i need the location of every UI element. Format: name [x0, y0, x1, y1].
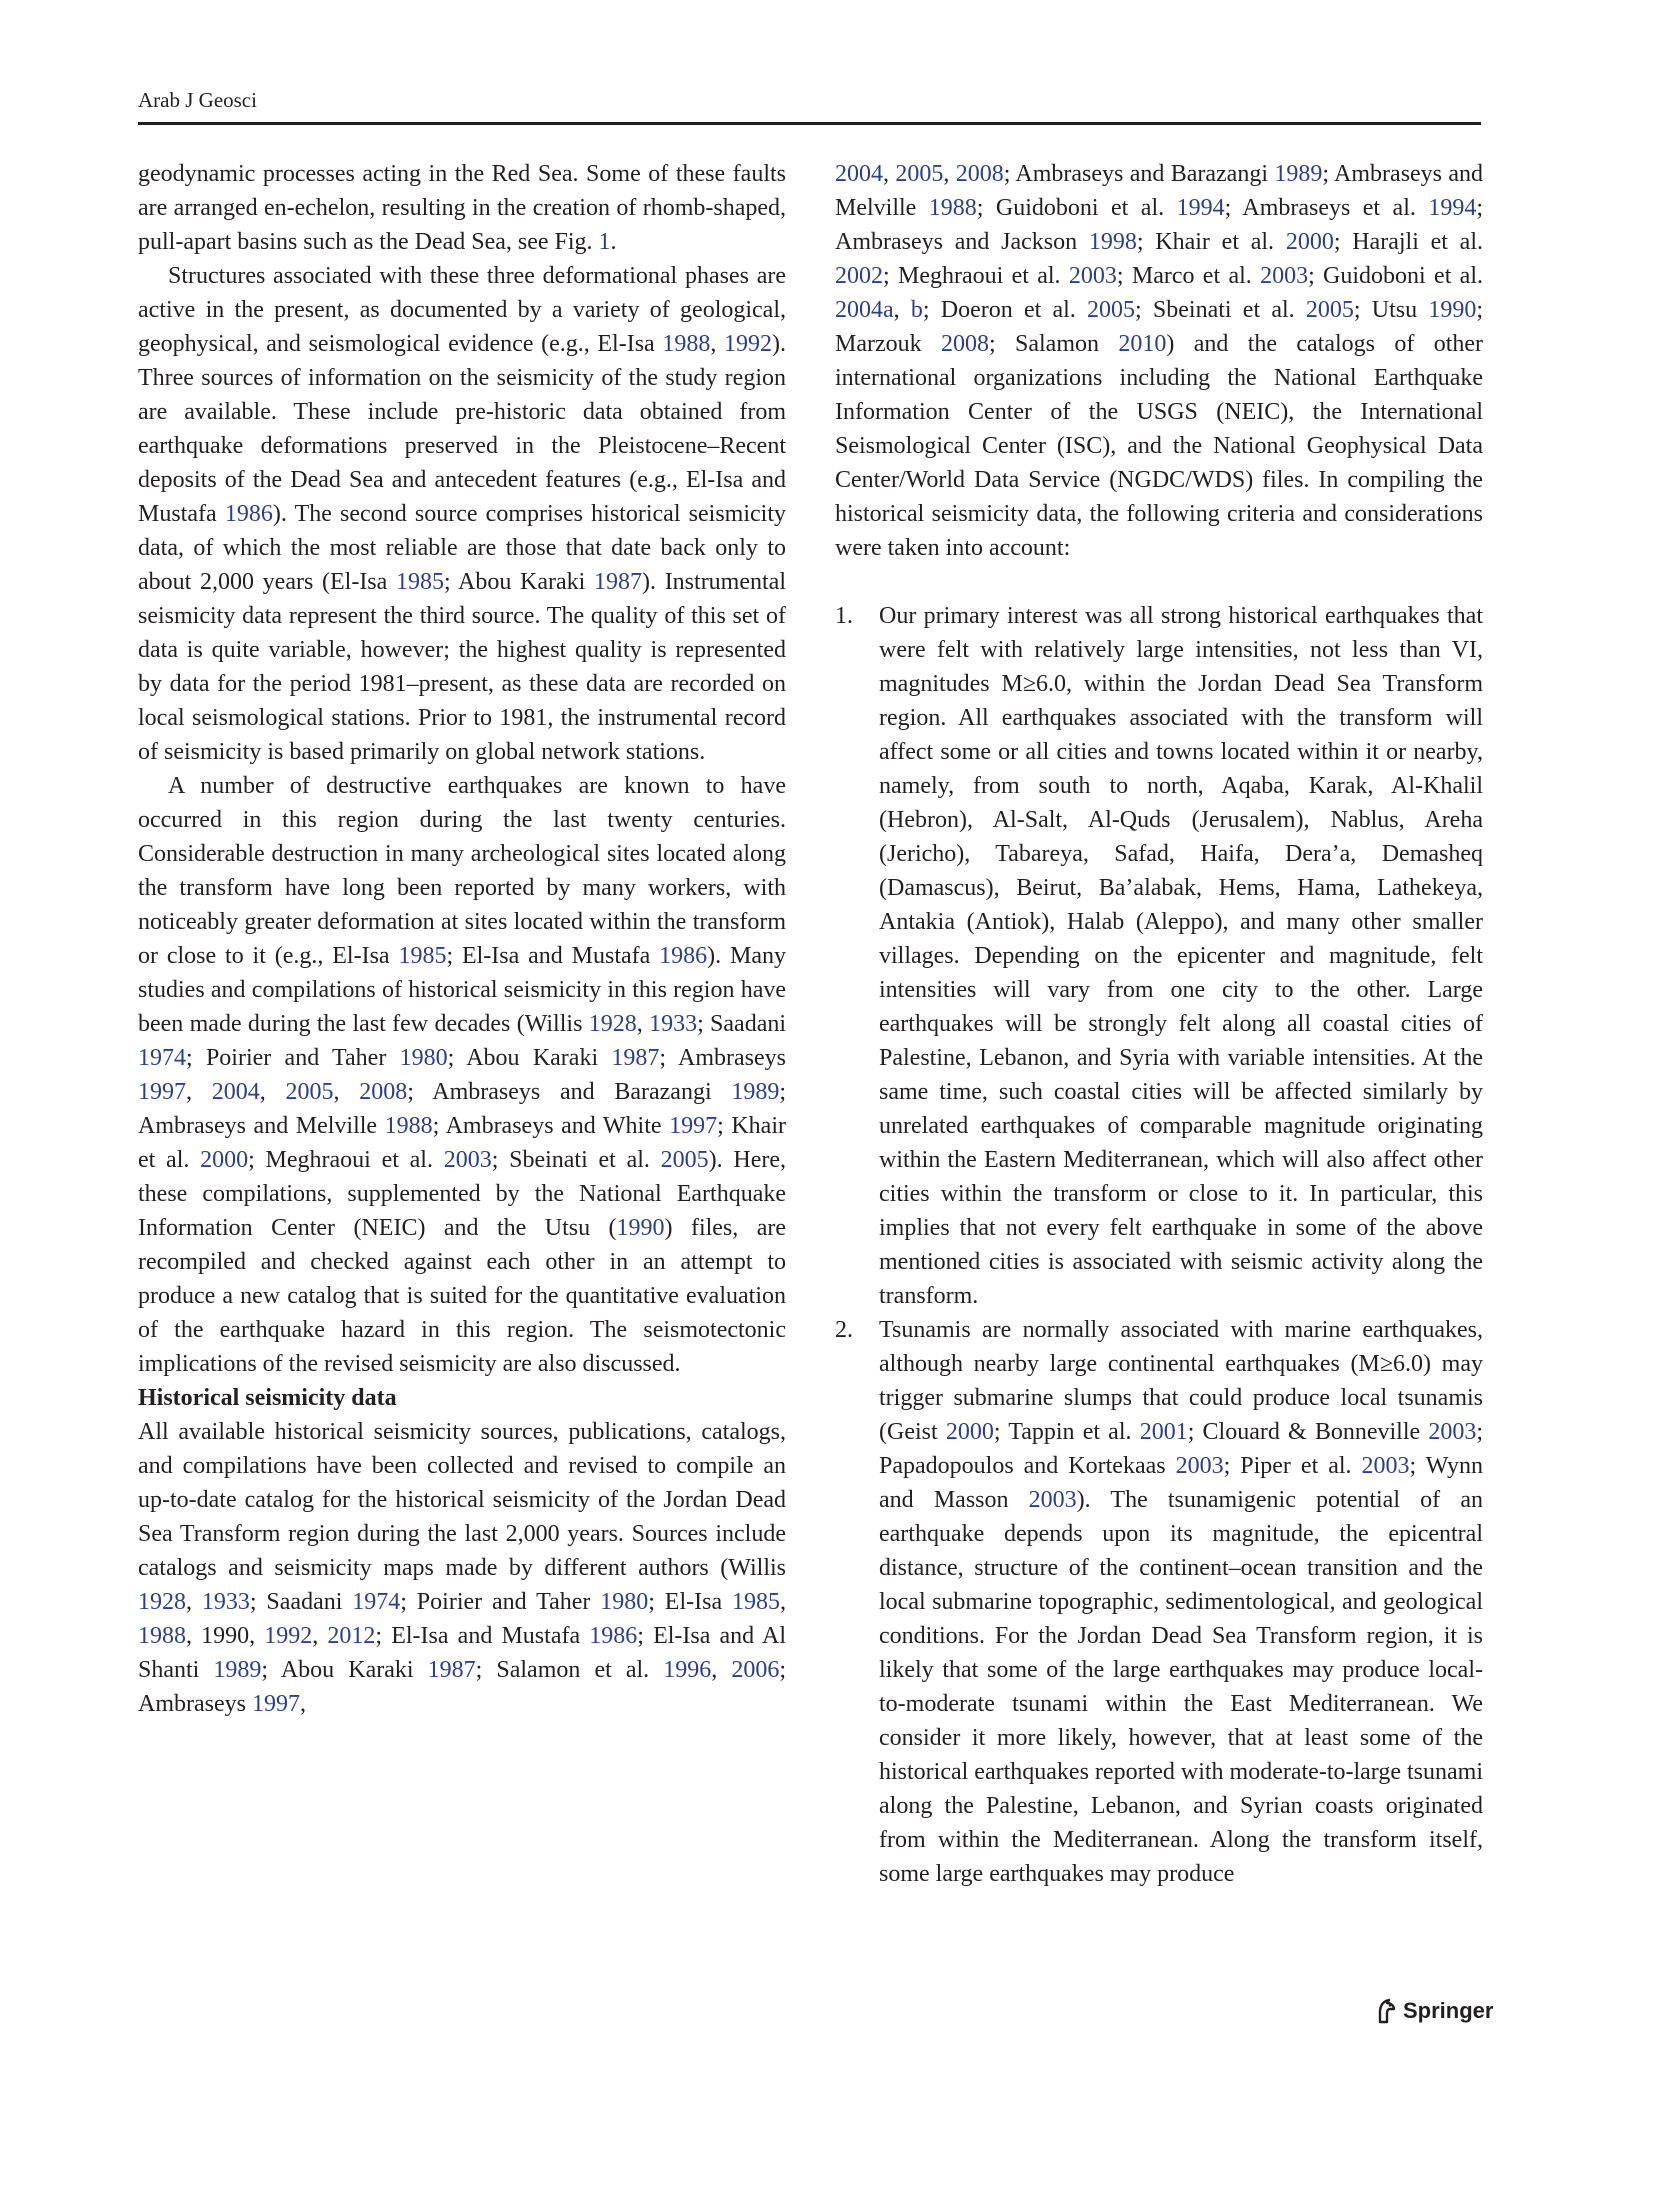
citation-link[interactable]: 2003 [443, 1147, 492, 1173]
list-number: 1. [835, 603, 853, 629]
text-run: ) files, are recompiled and checked against each other in an attempt to produce a new catalog that is suited for the quantitative evaluation of the earthquake hazard in this region. The seismotectonic implications of the revised seismicity are also discussed. [138, 1215, 786, 1377]
text-run: ; Harajli et al. [1333, 229, 1483, 255]
text-run: , [943, 161, 956, 187]
citation-link[interactable]: 1985 [732, 1589, 780, 1615]
text-run: ; Guidoboni et al. [1308, 263, 1483, 289]
text-run: ; Ambraseys and White [432, 1113, 670, 1139]
citation-link[interactable]: 2000 [945, 1419, 994, 1445]
text-run: ; Salamon et al. [475, 1657, 664, 1683]
citation-link[interactable]: 1980 [399, 1045, 448, 1071]
text-run: ; Piper et al. [1223, 1453, 1362, 1479]
journal-title: Arab J Geosci [138, 88, 257, 112]
text-run: ; Ambraseys and Barazangi [1003, 161, 1275, 187]
text-run: ). Here, these compilations, supplemented by the National Earthquake Information Center (NEIC) and the Utsu ( [138, 1147, 787, 1241]
text-run: ; Ambraseys [138, 1657, 786, 1717]
text-run: . [610, 229, 617, 255]
publisher-name: Springer [1403, 1998, 1494, 2023]
citation-link[interactable]: 1989 [731, 1079, 780, 1105]
citation-link[interactable]: 2003 [1428, 1419, 1477, 1445]
citation-link[interactable]: 2004 [211, 1079, 260, 1105]
text-run: ). Many studies and compilations of historical seismicity in this region have been made during the last few decades (Willis [138, 943, 787, 1037]
citation-link[interactable]: 1997 [138, 1079, 186, 1105]
citation-link[interactable]: 2012 [327, 1623, 376, 1649]
text-run: ; Sbeinati et al. [491, 1147, 661, 1173]
text-run: ; Marzouk [835, 297, 1483, 357]
citation-link[interactable]: 2003 [1361, 1453, 1410, 1479]
paragraph [138, 157, 786, 259]
springer-horse-icon [1375, 1998, 1397, 2024]
citation-link[interactable]: 2010 [1118, 331, 1167, 357]
citation-link[interactable]: 1933 [649, 1011, 698, 1037]
citation-link[interactable]: 1987 [611, 1045, 660, 1071]
citation-link[interactable]: 1998 [1088, 229, 1137, 255]
citation-link[interactable]: b [910, 297, 923, 323]
citation-link[interactable]: 1992 [264, 1623, 313, 1649]
citation-link[interactable]: 1986 [589, 1623, 638, 1649]
text-run: , [636, 1011, 650, 1037]
citation-link[interactable]: 1928 [588, 1011, 637, 1037]
citation-link[interactable]: 2003 [1175, 1453, 1224, 1479]
text-run: , [259, 1079, 286, 1105]
list-item-text [879, 603, 1483, 1309]
text-run: ; Khair et al. [1136, 229, 1286, 255]
criteria-list [835, 599, 1483, 1891]
citation-link[interactable]: 2004a [835, 297, 894, 323]
text-run: Structures associated with these three deformational phases are active in the present, as documented by a variety of geological, geophysical, and seismological evidence (e.g., El-Isa [138, 263, 786, 357]
right-column [835, 157, 1483, 1891]
citation-link[interactable]: 1988 [928, 195, 977, 221]
text-run: , 1990, [186, 1623, 265, 1649]
text-run: ; El-Isa and Mustafa [446, 943, 660, 969]
citation-link[interactable]: 1 [598, 229, 611, 255]
citation-link[interactable]: 2008 [359, 1079, 408, 1105]
citation-link[interactable]: 2005 [895, 161, 944, 187]
list-item [835, 599, 1483, 1313]
text-run: Tsunamis are normally associated with marine earthquakes, although nearby large continental earthquakes (M≥6.0) may trigger submarine slumps that could produce local tsunamis (Geist [879, 1317, 1483, 1445]
text-run: A number of destructive earthquakes are known to have occurred in this region during the last twenty centuries. Considerable destruction in many archeological sites located along the transform have long been reported by many workers, with noticeably greater deformation at sites located within the transform or close to it (e.g., El-Isa [138, 773, 786, 969]
text-run: ; Tappin et al. [993, 1419, 1140, 1445]
citation-link[interactable]: 1990 [1428, 297, 1477, 323]
text-run: ; Utsu [1353, 297, 1429, 323]
paragraph [835, 157, 1483, 565]
paragraph [138, 259, 786, 769]
text-run: ; Abou Karaki [447, 1045, 612, 1071]
text-run: ) and the catalogs of other international organizations including the National Earthquake Information Center of the USGS (NEIC), the International Seismological Center (ISC), and the National Geophysical Data Center/World Data Service (NGDC/WDS) files. In compiling the historical seismicity data, the following criteria and considerations were taken into account: [835, 331, 1484, 561]
citation-link[interactable]: 1974 [352, 1589, 401, 1615]
list-item-text [879, 1317, 1483, 1887]
citation-link[interactable]: 2004 [835, 161, 883, 187]
citation-link[interactable]: 1989 [1274, 161, 1323, 187]
text-run: ; El-Isa and Mustafa [375, 1623, 590, 1649]
text-run: ; Ambraseys and Melville [138, 1079, 787, 1139]
text-run: , [893, 297, 911, 323]
text-run: ; Khair et al. [138, 1113, 786, 1173]
citation-link[interactable]: 2000 [200, 1147, 249, 1173]
text-run: ; Doeron et al. [922, 297, 1088, 323]
citation-link[interactable]: 1990 [616, 1215, 665, 1241]
text-run: , [711, 1657, 732, 1683]
citation-link[interactable]: 2008 [955, 161, 1004, 187]
text-run: , [299, 1691, 306, 1717]
citation-link[interactable]: 2003 [1260, 263, 1309, 289]
citation-link[interactable]: 2005 [660, 1147, 709, 1173]
citation-link[interactable]: 1989 [213, 1657, 262, 1683]
citation-link[interactable]: 1985 [395, 569, 444, 595]
text-run: , [312, 1623, 328, 1649]
text-run: geodynamic processes acting in the Red Sea. Some of these faults are arranged en-echelon, resulting in the creation of rhomb-shaped, pull-apart basins such as the Dead Sea, see Fig. [138, 161, 786, 255]
citation-link[interactable]: 1988 [138, 1623, 186, 1649]
citation-link[interactable]: 1994 [1176, 195, 1225, 221]
text-run: ; Poirier and Taher [400, 1589, 601, 1615]
text-run: ). The second source comprises historical seismicity data, of which the most reliable are those that date back only to about 2,000 years (El-Isa [138, 501, 786, 595]
text-run: ; El-Isa and Al Shanti [138, 1623, 786, 1683]
list-number: 2. [835, 1317, 853, 1343]
citation-link[interactable]: 1996 [663, 1657, 712, 1683]
text-run: , [333, 1079, 360, 1105]
text-run: ; Wynn and Masson [879, 1453, 1483, 1513]
paragraph [138, 1415, 786, 1721]
citation-link[interactable]: 1933 [201, 1589, 250, 1615]
text-run: ; Meghraoui et al. [248, 1147, 444, 1173]
text-run: , [780, 1589, 786, 1615]
text-run: ; El-Isa [648, 1589, 732, 1615]
citation-link[interactable]: 1986 [224, 501, 273, 527]
citation-link[interactable]: 2008 [941, 331, 989, 357]
text-run: ; Meghraoui et al. [883, 263, 1069, 289]
citation-link[interactable]: 1988 [662, 331, 711, 357]
citation-link[interactable]: 1986 [659, 943, 708, 969]
text-run: ; Ambraseys et al. [1224, 195, 1429, 221]
text-run: , [883, 161, 896, 187]
text-run: ; Salamon [989, 331, 1119, 357]
citation-link[interactable]: 1987 [594, 569, 643, 595]
citation-link[interactable]: 1985 [398, 943, 447, 969]
citation-link[interactable]: 2003 [1028, 1487, 1077, 1513]
text-run: , [710, 331, 725, 357]
text-run: ; Sbeinati et al. [1135, 297, 1306, 323]
text-run: ; Marco et al. [1116, 263, 1261, 289]
text-run: ; Abou Karaki [261, 1657, 428, 1683]
citation-link[interactable]: 2005 [285, 1079, 334, 1105]
citation-link[interactable]: 1992 [724, 331, 773, 357]
citation-link[interactable]: 1994 [1428, 195, 1477, 221]
citation-link[interactable]: 2001 [1139, 1419, 1188, 1445]
citation-link[interactable]: 2005 [1087, 297, 1136, 323]
text-run: ; Poirier and Taher [186, 1045, 400, 1071]
paragraph [138, 769, 786, 1381]
text-run: ; Ambraseys and Jackson [835, 195, 1483, 255]
text-run: ; Ambraseys and Barazangi [407, 1079, 732, 1105]
section-heading: Historical seismicity data [138, 1385, 397, 1411]
citation-link[interactable]: 2002 [835, 263, 883, 289]
text-run: ; Guidoboni et al. [976, 195, 1177, 221]
citation-link[interactable]: 1980 [600, 1589, 649, 1615]
citation-link[interactable]: 1928 [138, 1589, 186, 1615]
text-run: , [186, 1079, 212, 1105]
citation-link[interactable]: 2000 [1285, 229, 1334, 255]
text-run: ; Clouard & Bonneville [1187, 1419, 1429, 1445]
citation-link[interactable]: 2005 [1305, 297, 1354, 323]
springer-logo [1375, 1998, 1493, 2024]
citation-link[interactable]: 2003 [1068, 263, 1117, 289]
header-rule [138, 122, 1481, 125]
text-run: All available historical seismicity sources, publications, catalogs, and compilations have been collected and revised to compile an up-to-date catalog for the historical seismicity of the Jordan Dead Sea Transform region during the last 2,000 years. Sources include catalogs and seismicity maps made by different authors (Willis [138, 1419, 786, 1581]
text-run: ; Papadopoulos and Kortekaas [879, 1419, 1483, 1479]
citation-link[interactable]: 1974 [138, 1045, 186, 1071]
citation-link[interactable]: 1988 [384, 1113, 433, 1139]
text-run: ). Instrumental seismicity data represent the third source. The quality of this set of data is quite variable, however; the highest quality is represented by data for the period 1981–present, as these data are recorded on local seismological stations. Prior to 1981, the instrumental record of seismicity is based primarily on global network stations. [138, 569, 786, 765]
spacer [835, 565, 1483, 599]
text-run: ; Ambraseys [659, 1045, 786, 1071]
text-run: ; Saadani [249, 1589, 353, 1615]
citation-link[interactable]: 1987 [427, 1657, 476, 1683]
left-column [138, 157, 786, 1721]
text-run: , [186, 1589, 202, 1615]
citation-link[interactable]: 1997 [251, 1691, 300, 1717]
text-run: ). The tsunamigenic potential of an earthquake depends upon its magnitude, the epicentral distance, structure of the continent–ocean transition and the local submarine topographic, sedimentological, and geological conditions. For the Jordan Dead Sea Transform region, it is likely that some of the large earthquakes may produce local-to-moderate tsunami within the East Mediterranean. We consider it more likely, however, that at least some of the historical earthquakes reported with moderate-to-large tsunami along the Palestine, Lebanon, and Syrian coasts originated from within the Mediterranean. Along the transform itself, some large earthquakes may produce [879, 1487, 1484, 1887]
citation-link[interactable]: 1997 [669, 1113, 718, 1139]
text-run: ; Saadani [697, 1011, 787, 1037]
citation-link[interactable]: 2006 [731, 1657, 780, 1683]
text-run: Our primary interest was all strong historical earthquakes that were felt with relatively large intensities, not less than VI, magnitudes M≥6.0, within the Jordan Dead Sea Transform region. All earthquakes associated with the transform will affect some or all cities and towns located within it or nearby, namely, from south to north, Aqaba, Karak, Al-Khalil (Hebron), Al-Salt, Al-Quds (Jerusalem), Nablus, Areha (Jericho), Tabareya, Safad, Haifa, Dera’a, Demasheq (Damascus), Beirut, Ba’alabak, Hems, Hama, Lathekeya, Antakia (Antiok), Halab (Aleppo), and many other smaller villages. Depending on the epicenter and magnitude, felt intensities will vary from one city to the other. Large earthquakes will be strongly felt along all coastal cities of Palestine, Lebanon, and Syria with variable intensities. At the same time, such coastal cities will be affected similarly by unrelated earthquakes of comparable magnitude originating within the Eastern Mediterranean, which will also affect other cities within the transform or close to it. In particular, this implies that not every felt earthquake in some of the above mentioned cities is associated with seismic activity along the transform. [879, 603, 1483, 1309]
text-run: ). Three sources of information on the seismicity of the study region are available. These include pre-historic data obtained from earthquake deformations preserved in the Pleistocene–Recent deposits of the Dead Sea and antecedent features (e.g., El-Isa and Mustafa [138, 331, 787, 527]
list-item [835, 1313, 1483, 1891]
text-run: ; Abou Karaki [443, 569, 595, 595]
text-run: ; Ambraseys and Melville [835, 161, 1484, 221]
